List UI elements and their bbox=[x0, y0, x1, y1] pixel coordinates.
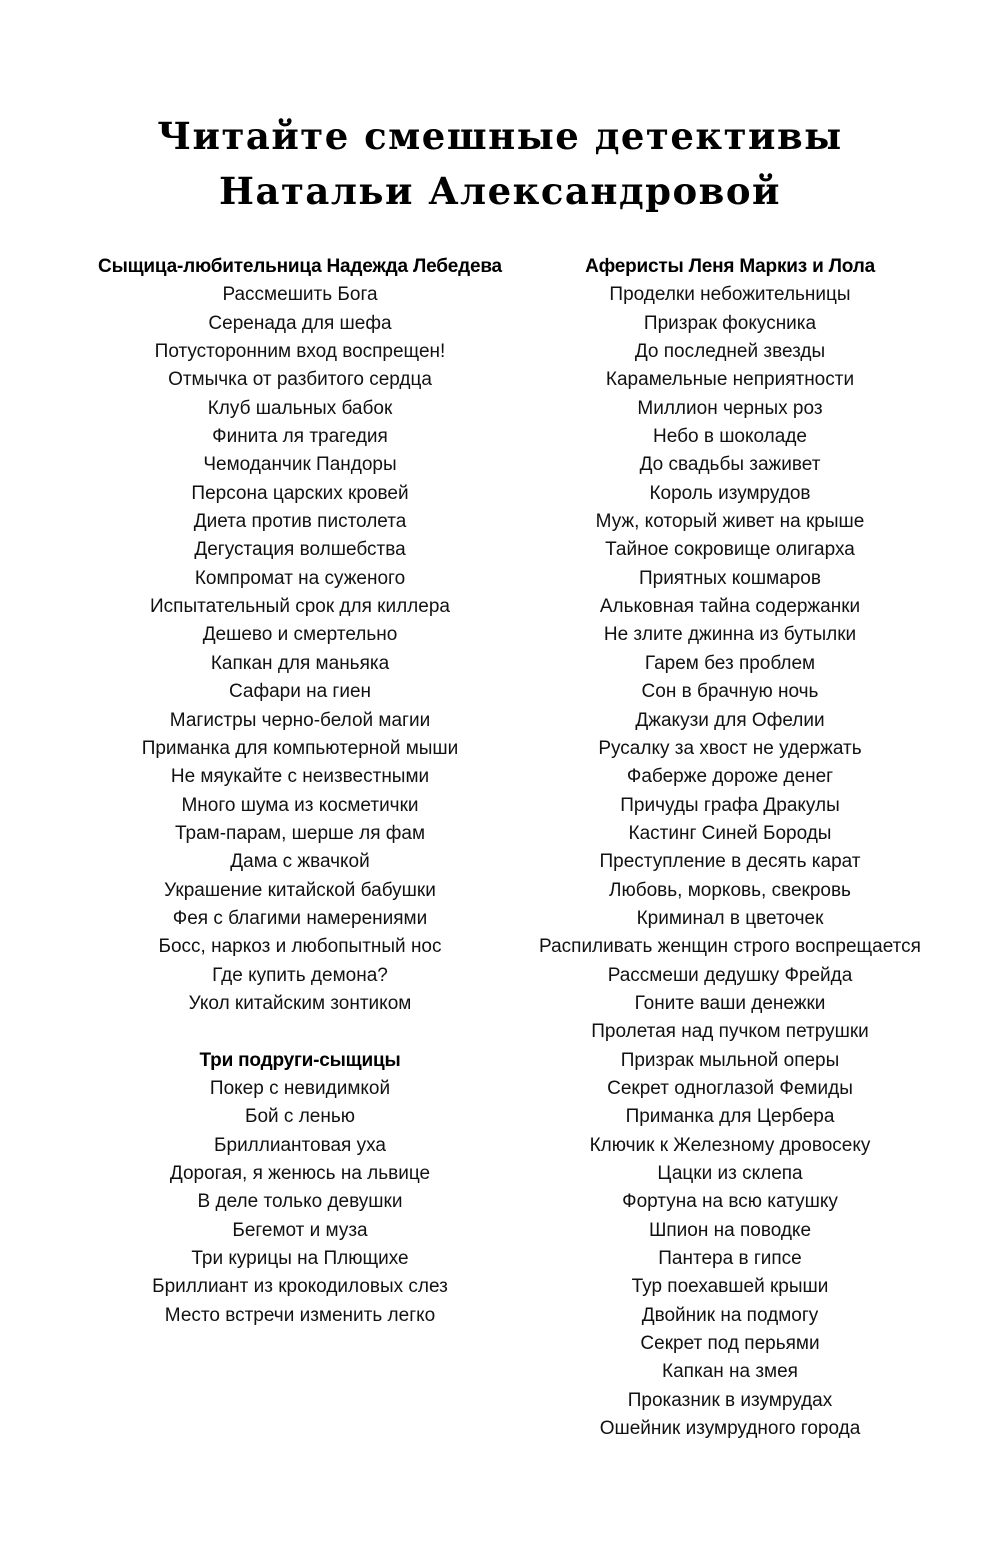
book-title: Преступление в десять карат bbox=[599, 851, 861, 873]
book-title: Персона царских кровей bbox=[191, 482, 409, 504]
book-title: Тур поехавшей крыши bbox=[631, 1276, 829, 1298]
book-title: Приманка для компьютерной мыши bbox=[141, 737, 459, 759]
book-list bbox=[80, 1075, 520, 1330]
book-title: Приманка для Цербера bbox=[625, 1106, 835, 1128]
book-title: Потусторонним вход воспрещен! bbox=[154, 341, 446, 363]
book-title: Дорогая, я женюсь на львице bbox=[169, 1163, 431, 1184]
book-title: Джакузи для Офелии bbox=[635, 709, 825, 731]
book-title: Финита ля трагедия bbox=[212, 426, 388, 448]
book-title: Рассмешить Бога bbox=[222, 284, 378, 306]
book-title: Король изумрудов bbox=[649, 482, 811, 504]
page-title bbox=[0, 109, 1000, 219]
book-title: Фаберже дороже денег bbox=[626, 766, 834, 788]
book-title: Проказник в изумрудах bbox=[627, 1389, 833, 1411]
book-title: Тайное сокровище олигарха bbox=[605, 539, 855, 561]
book-title: Причуды графа Дракулы bbox=[620, 794, 840, 816]
book-title: Серенада для шефа bbox=[208, 312, 392, 334]
book-title: Украшение китайской бабушки bbox=[164, 879, 436, 901]
book-title: Место встречи изменить легко bbox=[164, 1304, 436, 1326]
book-title: Муж, который живет на крыше bbox=[595, 511, 865, 533]
series-heading: Аферисты Леня Маркиз и Лола bbox=[585, 256, 875, 277]
book-title: Капкан для маньяка bbox=[210, 652, 390, 674]
book-title: Пролетая над пучком петрушки bbox=[591, 1021, 869, 1043]
book-title: До свадьбы заживет bbox=[639, 454, 821, 476]
book-title: Бегемот и муза bbox=[232, 1219, 368, 1241]
book-title: Секрет под перьями bbox=[640, 1333, 820, 1355]
book-title: Распиливать женщин строго воспрещается bbox=[539, 936, 921, 958]
book-title: Не злите джинна из бутылки bbox=[603, 624, 857, 646]
book-title: Дешево и смертельно bbox=[202, 624, 398, 646]
book-title: Ошейник изумрудного города bbox=[599, 1418, 861, 1440]
book-title: Небо в шоколаде bbox=[653, 426, 807, 448]
right-column bbox=[500, 253, 960, 1443]
book-title: Гарем без проблем bbox=[644, 652, 816, 674]
book-title: Покер с невидимкой bbox=[209, 1077, 391, 1099]
book-title: Русалку за хвост не удержать bbox=[598, 737, 862, 759]
book-title: Криминал в цветочек bbox=[636, 907, 824, 929]
book-title: Рассмеши дедушку Фрейда bbox=[607, 964, 853, 986]
book-title: Цацки из склепа bbox=[657, 1163, 803, 1184]
book-title: Магистры черно-белой магии bbox=[169, 709, 431, 731]
book-series bbox=[80, 253, 520, 1018]
book-title: Компромат на суженого bbox=[194, 567, 406, 589]
book-title: Где купить демона? bbox=[212, 964, 388, 986]
book-title: Укол китайским зонтиком bbox=[188, 992, 412, 1014]
page-title-line-2: Натальи Александровой bbox=[219, 168, 781, 213]
book-title: Диета против пистолета bbox=[193, 511, 407, 533]
book-title: Шпион на поводке bbox=[648, 1219, 812, 1241]
left-column bbox=[80, 253, 520, 1330]
book-title: Призрак мыльной оперы bbox=[620, 1049, 840, 1071]
book-title: Бой с ленью bbox=[244, 1106, 355, 1128]
book-series bbox=[500, 253, 960, 1443]
book-title: Миллион черных роз bbox=[637, 397, 823, 419]
series-heading: Сыщица-любительница Надежда Лебедева bbox=[98, 256, 502, 277]
book-title: Бриллиантовая уха bbox=[214, 1134, 386, 1156]
book-title: Фея с благими намерениями bbox=[172, 907, 428, 929]
page-title-line-1: Читайте смешные детективы bbox=[157, 113, 843, 158]
book-title: Капкан на змея bbox=[662, 1361, 798, 1383]
book-list bbox=[500, 281, 960, 1443]
book-title: Отмычка от разбитого сердца bbox=[168, 369, 432, 391]
book-title: Гоните ваши денежки bbox=[634, 992, 826, 1014]
book-title: Сон в брачную ночь bbox=[641, 681, 819, 703]
book-title: Клуб шальных бабок bbox=[207, 397, 393, 419]
book-title: Дегустация волшебства bbox=[194, 539, 406, 561]
book-title: Бриллиант из крокодиловых слез bbox=[152, 1276, 448, 1298]
book-title: Много шума из косметички bbox=[181, 794, 419, 816]
book-title: Фортуна на всю катушку bbox=[622, 1191, 838, 1213]
book-title: До последней звезды bbox=[634, 341, 826, 363]
book-title: Ключик к Железному дровосеку bbox=[589, 1134, 871, 1156]
book-title: Альковная тайна содержанки bbox=[599, 596, 861, 618]
series-heading: Три подруги-сыщицы bbox=[199, 1049, 401, 1071]
book-title: Испытательный срок для киллера bbox=[150, 596, 450, 618]
book-title: Секрет одноглазой Фемиды bbox=[607, 1077, 853, 1099]
book-title: Чемоданчик Пандоры bbox=[203, 454, 397, 476]
book-title: Пантера в гипсе bbox=[658, 1248, 802, 1270]
book-title: Три курицы на Плющихе bbox=[191, 1248, 409, 1270]
book-title: Сафари на гиен bbox=[228, 681, 372, 703]
book-series bbox=[80, 1047, 520, 1330]
book-title: В деле только девушки bbox=[197, 1191, 403, 1213]
book-title: Проделки небожительницы bbox=[609, 284, 851, 306]
book-title: Не мяукайте с неизвестными bbox=[170, 766, 430, 788]
book-title: Кастинг Синей Бороды bbox=[628, 822, 832, 844]
book-title: Трам-парам, шерше ля фам bbox=[174, 822, 426, 844]
book-title: Двойник на подмогу bbox=[641, 1304, 819, 1326]
book-title: Босс, наркоз и любопытный нос bbox=[158, 936, 442, 958]
book-title: Дама с жвачкой bbox=[230, 851, 370, 873]
book-title: Приятных кошмаров bbox=[639, 567, 821, 589]
book-title: Карамельные неприятности bbox=[605, 369, 855, 391]
book-title: Призрак фокусника bbox=[643, 312, 817, 334]
book-title: Любовь, морковь, свекровь bbox=[609, 879, 851, 901]
book-list bbox=[80, 281, 520, 1018]
